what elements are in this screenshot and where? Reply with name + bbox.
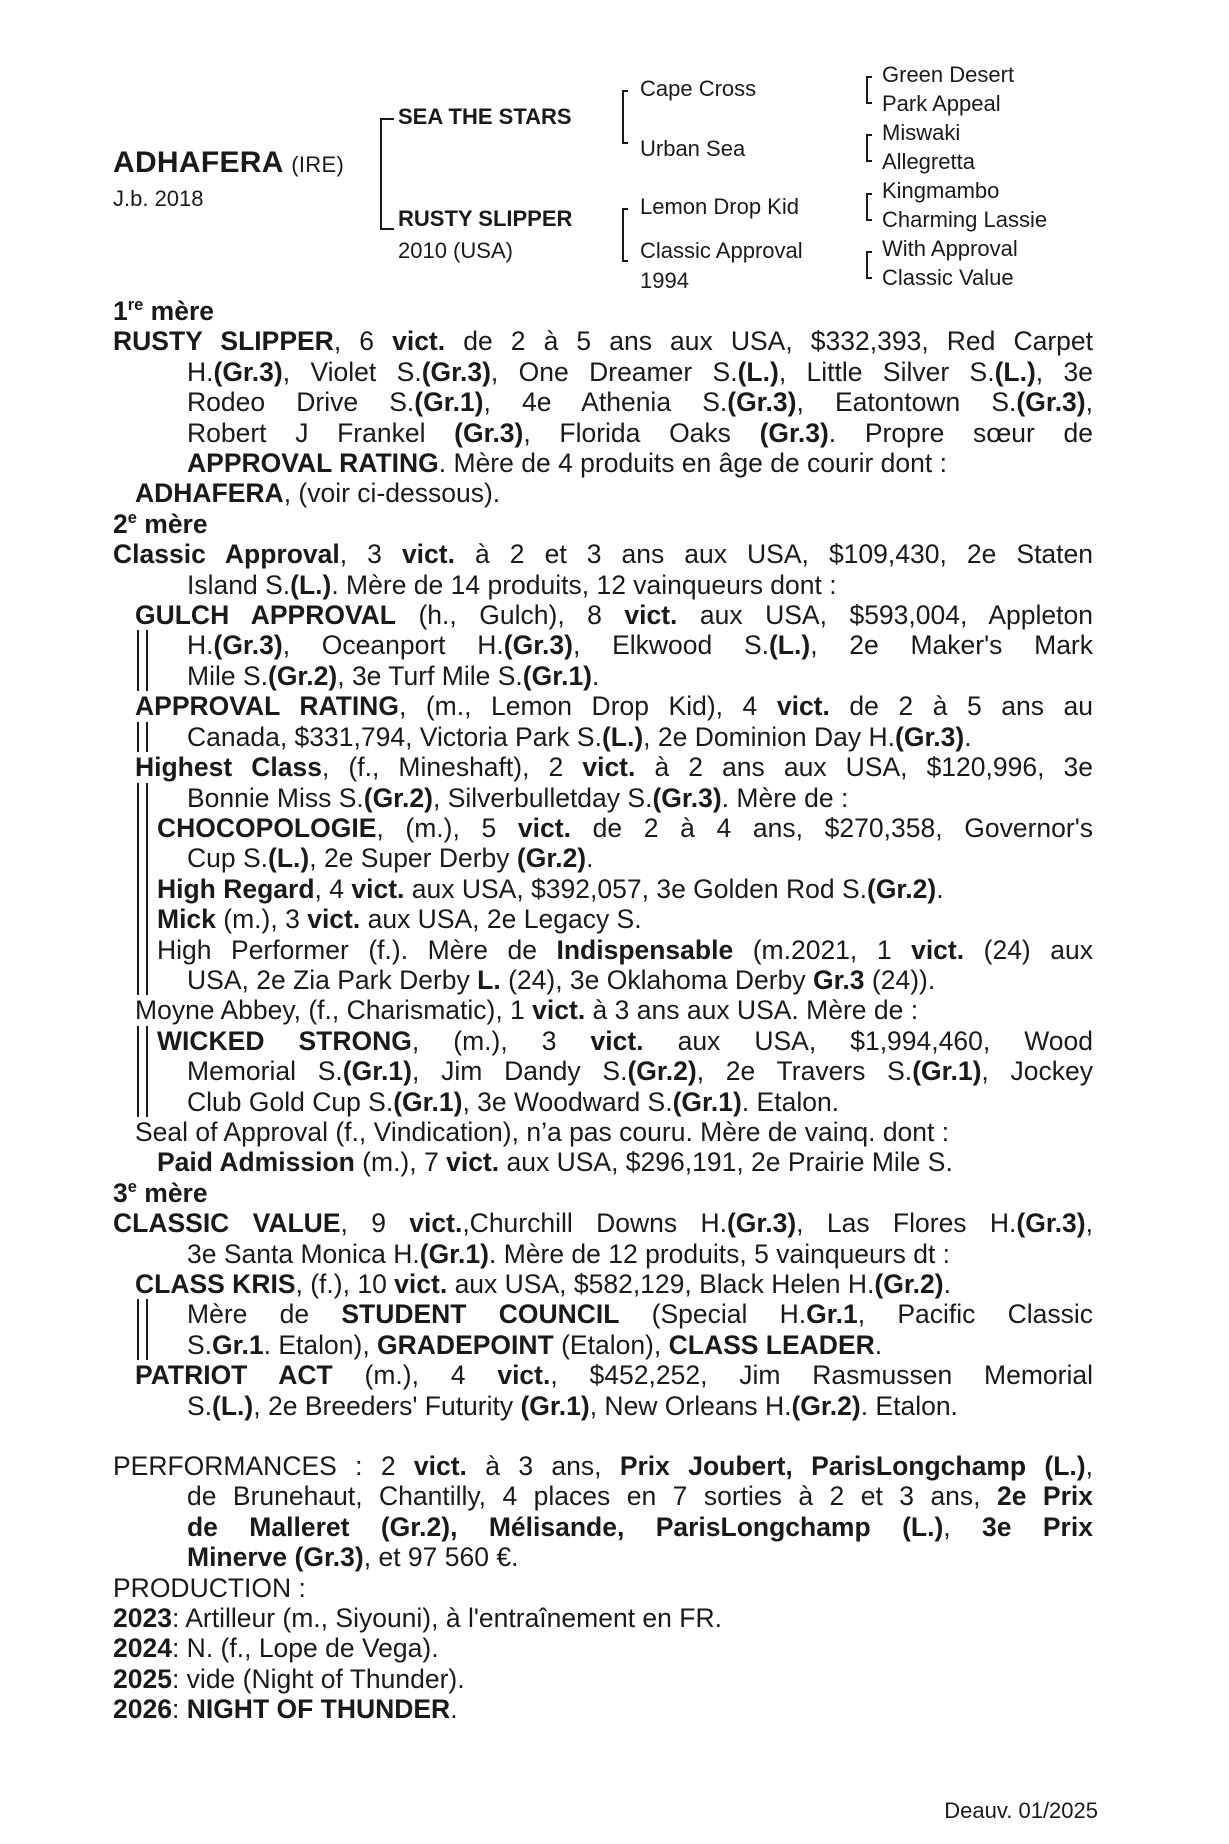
text-line: Classic Approval, 3 vict. à 2 et 3 ans aux USA, $109,430, 2e Staten (113, 539, 1094, 570)
text-line: Memorial S.(Gr.1), Jim Dandy S.(Gr.2), 2e Travers S.(Gr.1), Jockey (113, 1056, 1093, 1086)
gen3-1: Green Desert (882, 62, 1015, 87)
dam-info: 2010 (USA) (398, 238, 513, 263)
performances-line: de Brunehaut, Chantilly, 4 places en 7 sorties à 2 et 3 ans, 2e Prix (187, 1481, 1093, 1512)
production-item: 2023: Artilleur (m., Siyouni), à l'entraînement en FR. (113, 1603, 722, 1634)
gen3-2: Park Appeal (882, 91, 1001, 116)
pedigree-bracket (380, 118, 382, 230)
horse-info: J.b. 2018 (113, 186, 204, 211)
gen3-7: With Approval (882, 236, 1018, 261)
gen2-sire-dam: Urban Sea (640, 136, 746, 161)
text-line: Mère de STUDENT COUNCIL (Special H.Gr.1, Pacific Classic (113, 1299, 1093, 1329)
gen3-6: Charming Lassie (882, 207, 1048, 232)
gen3-8: Classic Value (882, 265, 1014, 290)
text-line: High Performer (f.). Mère de Indispensable (m.2021, 1 vict. (24) aux (113, 935, 1093, 965)
text-line: PATRIOT ACT (m.), 4 vict., $452,252, Jim Rasmussen Memorial (135, 1360, 1093, 1391)
text-line: Highest Class, (f., Mineshaft), 2 vict. à 2 ans aux USA, $120,996, 3e (135, 752, 1093, 783)
text-line: H.(Gr.3), Violet S.(Gr.3), One Dreamer S.(L.), Little Silver S.(L.), 3e (187, 356, 1094, 387)
gen3-3: Miswaki (882, 120, 961, 145)
text-line: Paid Admission (m.), 7 vict. aux USA, $296,191, 2e Prairie Mile S. (157, 1147, 953, 1178)
text-line: Cup S.(L.), 2e Super Derby (Gr.2). (113, 843, 1093, 873)
text-line: Moyne Abbey, (f., Charismatic), 1 vict. à 3 ans aux USA. Mère de : (135, 995, 919, 1026)
heading-second-dam: 2e mère (113, 508, 208, 539)
gen2-dam-sire: Lemon Drop Kid (640, 194, 799, 219)
gen3-4: Allegretta (882, 149, 975, 174)
text-line: USA, 2e Zia Park Derby L. (24), 3e Oklahoma Derby Gr.3 (24)). (113, 965, 1093, 995)
text-line: CHOCOPOLOGIE, (m.), 5 vict. de 2 à 4 ans, $270,358, Governor's (113, 813, 1093, 843)
production-item: 2024: N. (f., Lope de Vega). (113, 1633, 439, 1664)
text-line: APPROVAL RATING, (m., Lemon Drop Kid), 4 vict. de 2 à 5 ans au (135, 691, 1093, 722)
text-line: Rodeo Drive S.(Gr.1), 4e Athenia S.(Gr.3), Eatontown S.(Gr.3), (187, 387, 1093, 418)
production-item: 2026: NIGHT OF THUNDER. (113, 1694, 458, 1725)
text-line: GULCH APPROVAL (h., Gulch), 8 vict. aux USA, $593,004, Appleton (135, 600, 1093, 631)
text-line: CLASS KRIS, (f.), 10 vict. aux USA, $582,129, Black Helen H.(Gr.2). (135, 1269, 951, 1299)
text-line: S.Gr.1. Etalon), GRADEPOINT (Etalon), CLASS LEADER. (113, 1330, 1093, 1360)
production-item: 2025: vide (Night of Thunder). (113, 1663, 465, 1694)
text-line: H.(Gr.3), Oceanport H.(Gr.3), Elkwood S.(L.), 2e Maker's Mark (113, 630, 1093, 660)
text-line: WICKED STRONG, (m.), 3 vict. aux USA, $1,994,460, Wood (113, 1026, 1093, 1056)
gen2-dam-dam-year: 1994 (640, 268, 689, 293)
footer-reference: Deauv. 01/2025 (944, 1798, 1098, 1823)
text-line: Mick (m.), 3 vict. aux USA, 2e Legacy S. (113, 904, 1093, 934)
sire-name: SEA THE STARS (398, 104, 572, 129)
text-line: Robert J Frankel (Gr.3), Florida Oaks (Gr.3). Propre sœur de (187, 417, 1093, 448)
family-notes (113, 296, 1093, 1725)
production-heading: PRODUCTION : (113, 1572, 306, 1603)
text-line: ADHAFERA, (voir ci-dessous). (135, 478, 501, 509)
gen3-5: Kingmambo (882, 178, 1000, 203)
horse-name: ADHAFERA (IRE) (113, 146, 345, 179)
performances-line: de Malleret (Gr.2), Mélisande, ParisLongchamp (L.), 3e Prix (187, 1511, 1093, 1542)
dam-name: RUSTY SLIPPER (398, 206, 573, 231)
gen2-sire-sire: Cape Cross (640, 76, 757, 101)
horse-country: (IRE) (291, 152, 345, 177)
text-line: Mile S.(Gr.2), 3e Turf Mile S.(Gr.1). (113, 661, 1093, 691)
text-line: High Regard, 4 vict. aux USA, $392,057, 3e Golden Rod S.(Gr.2). (113, 874, 1093, 904)
text-line: Canada, $331,794, Victoria Park S.(L.), 2e Dominion Day H.(Gr.3). (113, 722, 1093, 752)
heading-third-dam: 3e mère (113, 1177, 208, 1208)
performances-line: Minerve (Gr.3), et 97 560 €. (187, 1542, 519, 1573)
gen2-dam-dam: Classic Approval (640, 238, 803, 263)
text-line: Bonnie Miss S.(Gr.2), Silverbulletday S.(Gr.3). Mère de : (113, 783, 1093, 813)
heading-first-dam: 1re mère (113, 296, 214, 326)
text-line: Seal of Approval (f., Vindication), n’a pas couru. Mère de vainq. dont : (135, 1116, 950, 1147)
text-line: S.(L.), 2e Breeders' Futurity (Gr.1), New Orleans H.(Gr.2). Etalon. (187, 1390, 958, 1421)
text-line: Club Gold Cup S.(Gr.1), 3e Woodward S.(Gr.1). Etalon. (113, 1087, 1093, 1117)
text-line: APPROVAL RATING. Mère de 4 produits en âge de courir dont : (187, 448, 947, 479)
text-line: Island S.(L.). Mère de 14 produits, 12 vainqueurs dont : (187, 569, 837, 600)
text-line: RUSTY SLIPPER, 6 vict. de 2 à 5 ans aux USA, $332,393, Red Carpet (113, 326, 1093, 357)
performances-line: PERFORMANCES : 2 vict. à 3 ans, Prix Joubert, ParisLongchamp (L.), (113, 1451, 1093, 1482)
text-line: CLASSIC VALUE, 9 vict.,Churchill Downs H.(Gr.3), Las Flores H.(Gr.3), (113, 1208, 1093, 1239)
text-line: 3e Santa Monica H.(Gr.1). Mère de 12 produits, 5 vainqueurs dt : (187, 1238, 951, 1269)
